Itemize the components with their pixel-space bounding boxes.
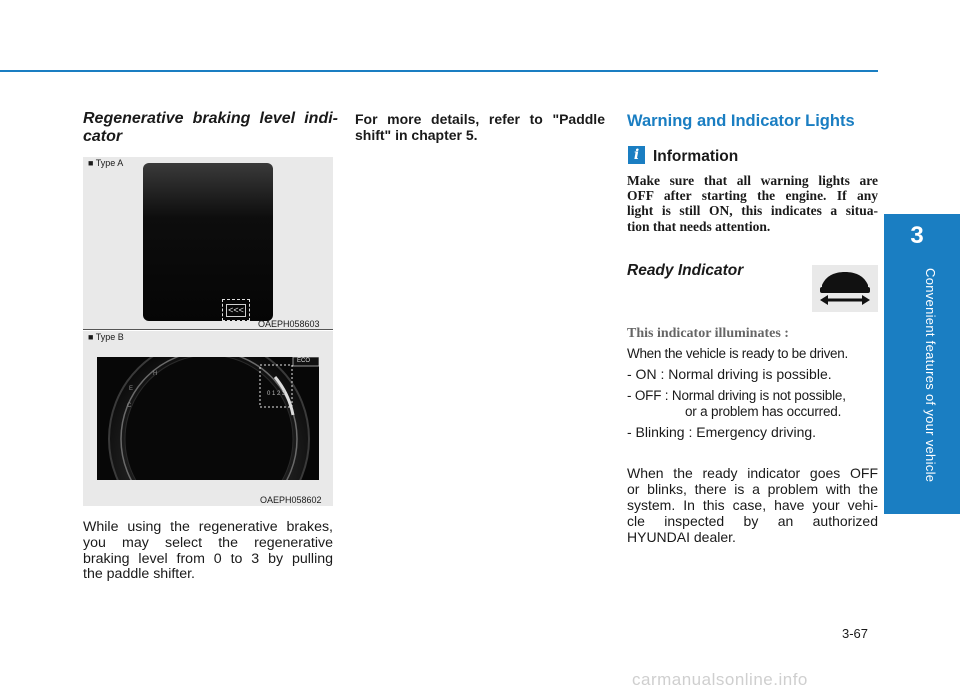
body-line: tion that needs attention. bbox=[627, 218, 771, 234]
figure-code: OAEPH058603 bbox=[258, 319, 320, 329]
svg-text:H: H bbox=[153, 371, 158, 377]
figure-divider bbox=[83, 329, 333, 330]
figure-code: OAEPH058602 bbox=[260, 495, 322, 505]
body-line: you may select the regenerative bbox=[83, 534, 333, 551]
info-icon: i bbox=[628, 146, 645, 164]
body-line: light is still ON, this indicates a situa- bbox=[627, 203, 878, 219]
header-rule bbox=[0, 70, 878, 72]
svg-text:C: C bbox=[127, 403, 132, 409]
paddle-shift-reference bbox=[355, 112, 605, 143]
body-line: cle inspected by an authorized bbox=[627, 513, 878, 529]
body-line: braking level from 0 to 3 by pulling bbox=[83, 550, 333, 567]
ready-indicator-title: Ready Indicator bbox=[627, 262, 744, 279]
body-line: or blinks, there is a problem with the bbox=[627, 481, 878, 497]
page-number: 3-67 bbox=[842, 626, 869, 641]
eco-label: ECO bbox=[297, 358, 311, 364]
figure-label: ■ Type A bbox=[88, 158, 124, 168]
warning-lights-title: Warning and Indicator Lights bbox=[627, 112, 855, 130]
chapter-number: 3 bbox=[910, 222, 924, 249]
svg-text:0 1 2 3: 0 1 2 3 bbox=[267, 391, 286, 397]
list-item-continuation: or a problem has occurred. bbox=[685, 404, 842, 419]
body-line: For more details, refer to "Paddle bbox=[355, 111, 605, 127]
regen-body-text bbox=[83, 520, 333, 583]
regen-section-title bbox=[83, 110, 338, 146]
illuminates-heading: This indicator illuminates : bbox=[627, 326, 789, 341]
list-item: - Blinking : Emergency driving. bbox=[627, 424, 817, 440]
watermark: carmanualsonline.info bbox=[632, 670, 808, 689]
svg-text:E: E bbox=[129, 386, 134, 392]
info-body bbox=[627, 173, 878, 234]
body-line: HYUNDAI dealer. bbox=[627, 529, 736, 545]
body-line: shift" in chapter 5. bbox=[355, 126, 478, 143]
body-line: While using the regenerative brakes, bbox=[83, 519, 333, 535]
body-line: Make sure that all warning lights are bbox=[627, 173, 878, 188]
ready-off-paragraph bbox=[627, 465, 878, 545]
info-title: Information bbox=[653, 148, 739, 165]
gauge-illustration bbox=[97, 357, 319, 480]
cluster-display-a bbox=[143, 163, 273, 321]
car-arrow-icon bbox=[812, 265, 878, 312]
body-line: the paddle shifter. bbox=[83, 566, 196, 583]
when-ready-text: When the vehicle is ready to be driven. bbox=[627, 346, 848, 361]
list-item: - OFF : Normal driving is not possible, bbox=[627, 388, 846, 403]
title-line: cator bbox=[83, 128, 123, 145]
body-line: OFF after starting the engine. If any bbox=[627, 188, 878, 204]
ready-indicator-figure bbox=[812, 265, 878, 312]
list-item: - ON : Normal driving is possible. bbox=[627, 366, 832, 382]
chevron-left-icon: <<< bbox=[226, 304, 246, 317]
title-line: Regenerative braking level indi- bbox=[83, 110, 338, 127]
cluster-display-b bbox=[97, 357, 319, 480]
body-line: When the ready indicator goes OFF bbox=[627, 465, 878, 481]
regen-level-icon bbox=[222, 299, 250, 321]
chapter-title: Convenient features of your vehicle bbox=[923, 268, 938, 483]
body-line: system. In this case, have your vehi- bbox=[627, 497, 878, 513]
figure-label: ■ Type B bbox=[88, 332, 124, 342]
